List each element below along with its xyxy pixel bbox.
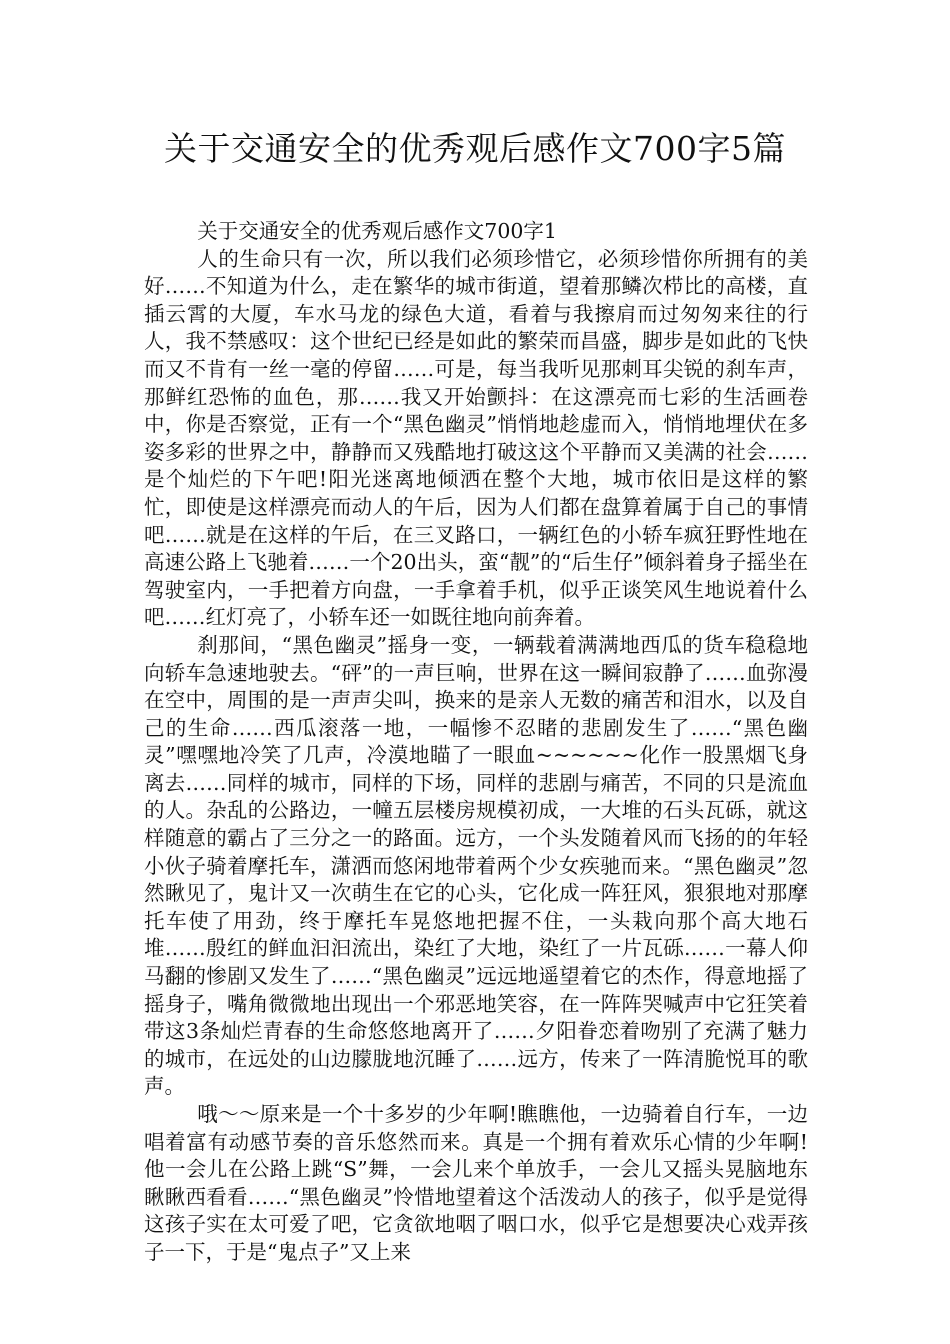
document-title: 关于交通安全的优秀观后感作文700字5篇 [164,129,786,168]
section-heading: 关于交通安全的优秀观后感作文700字1 [197,219,557,243]
paragraph-1: 人的生命只有一次，所以我们必须珍惜它，必须珍惜你所拥有的美好……不知道为什么，走在繁华的城市街道，望着那鳞次栉比的高楼，直插云霄的大厦，车水马龙的绿色大道，看着与我擦肩而过匆匆来往的行人，我不禁感叹：这个世纪已经是如此的繁荣而昌盛，脚步是如此的飞快而又不肯有一丝一毫的停留……可是，每当我听见那刺耳尖锐的刹车声，那鲜红恐怖的血色，那……我又开始颤抖：在这漂亮而七彩的生活画卷中，你是否察觉，正有一个“黑色幽灵”悄悄地趁虚而入，悄悄地埋伏在多姿多彩的世界之中，静静而又残酷地打破这这个平静而又美满的社会……是个灿烂的下午吧!阳光迷离地倾洒在整个大地，城市依旧是这样的繁忙，即使是这样漂亮而动人的午后，因为人们都在盘算着属于自己的事情吧……就是在这样的午后，在三叉路口，一辆红色的小轿车疯狂野性地在高速公路上飞驰着……一个20出头，蛮“靓”的“后生仔”倾斜着身子摇坐在驾驶室内，一手把着方向盘，一手拿着手机，似乎正谈笑风生地说着什么吧……红灯亮了，小轿车还一如既往地向前奔着。 [144,246,808,630]
paragraph-3: 哦～～原来是一个十多岁的少年啊!瞧瞧他，一边骑着自行车，一边唱着富有动感节奏的音乐悠然而来。真是一个拥有着欢乐心情的少年啊!他一会儿在公路上跳“S”舞，一会儿来个单放手，一会儿又摇头晃脑地东瞅瞅西看看……“黑色幽灵”怜惜地望着这个活泼动人的孩子，似乎是觉得这孩子实在太可爱了吧，它贪欲地咽了咽口水，似乎它是想要决心戏弄孩子一下，于是“鬼点子”又上来 [144,1102,808,1264]
document-body [144,218,808,1267]
paragraph-2: 刹那间，“黑色幽灵”摇身一变，一辆载着满满地西瓜的货车稳稳地向轿车急速地驶去。“砰”的一声巨响，世界在这一瞬间寂静了……血弥漫在空中，周围的是一声声尖叫，换来的是亲人无数的痛苦和泪水，以及自己的生命……西瓜滚落一地，一幅惨不忍睹的悲剧发生了……“黑色幽灵”嘿嘿地冷笑了几声，冷漠地瞄了一眼血~~~~~~化作一股黑烟飞身离去……同样的城市，同样的下场，同样的悲剧与痛苦，不同的只是流血的人。杂乱的公路边，一幢五层楼房规模初成，一大堆的石头瓦砾，就这样随意的霸占了三分之一的路面。远方，一个头发随着风而飞扬的的年轻小伙子骑着摩托车，潇洒而悠闲地带着两个少女疾驰而来。“黑色幽灵”忽然瞅见了，鬼计又一次萌生在它的心头，它化成一阵狂风，狠狠地对那摩托车使了用劲，终于摩托车晃悠地把握不住，一头栽向那个高大地石堆……殷红的鲜血汩汩流出，染红了大地，染红了一片瓦砾……一幕人仰马翻的惨剧又发生了……“黑色幽灵”远远地遥望着它的杰作，得意地摇了摇身子，嘴角微微地出现出一个邪恶地笑容，在一阵阵哭喊声中它狂笑着带这3条灿烂青春的生命悠悠地离开了……夕阳眷恋着吻别了充满了魅力的城市，在远处的山边朦胧地沉睡了……远方，传来了一阵清脆悦耳的歌声。 [144,632,808,1099]
